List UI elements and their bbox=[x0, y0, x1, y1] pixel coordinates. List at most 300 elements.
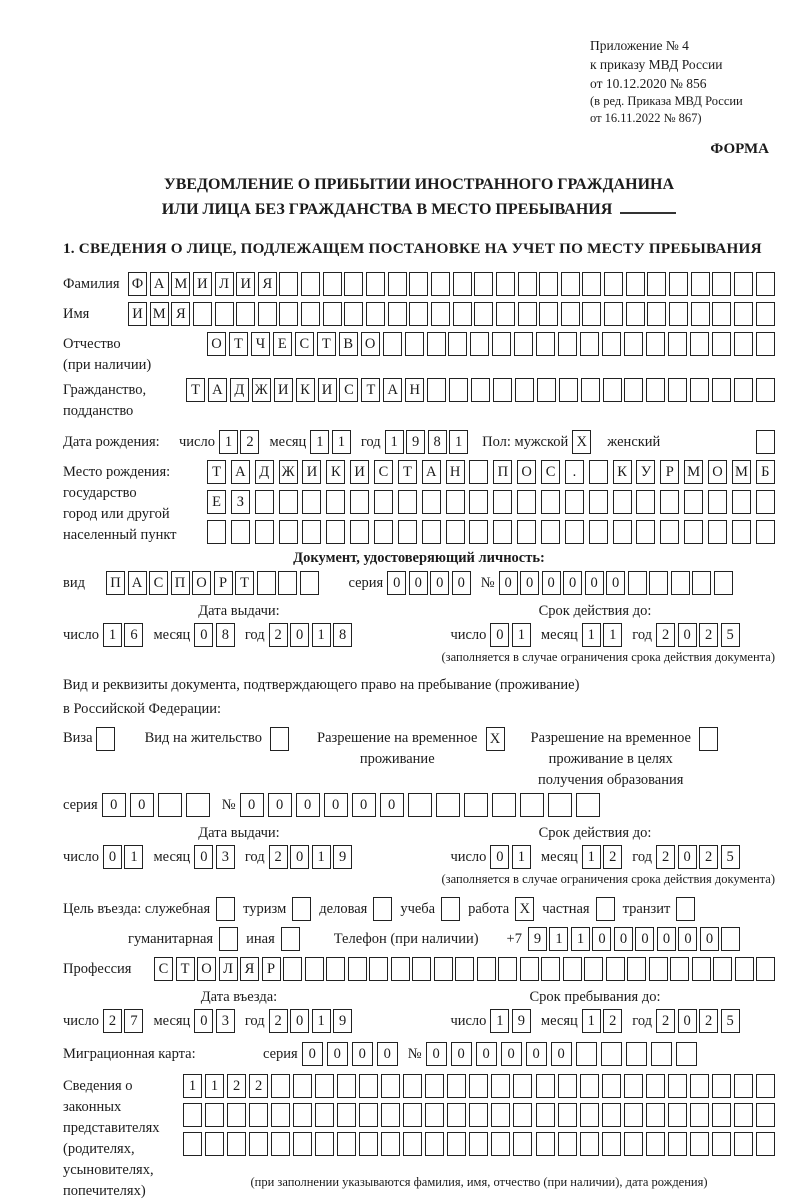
char-cell[interactable]: П bbox=[171, 571, 190, 595]
char-cell[interactable] bbox=[660, 520, 679, 544]
legal-reps-boxes-row1[interactable] bbox=[183, 1074, 775, 1098]
char-cell[interactable] bbox=[668, 1103, 687, 1127]
char-cell[interactable]: 0 bbox=[240, 793, 264, 817]
char-cell[interactable]: 2 bbox=[656, 845, 675, 869]
checkbox-cell[interactable]: Х bbox=[515, 897, 534, 921]
char-cell[interactable]: 0 bbox=[327, 1042, 348, 1066]
birthplace-boxes-row2[interactable] bbox=[207, 490, 775, 514]
char-cell[interactable] bbox=[249, 1132, 268, 1156]
char-cell[interactable] bbox=[580, 1132, 599, 1156]
char-cell[interactable] bbox=[305, 957, 324, 981]
char-cell[interactable]: 8 bbox=[333, 623, 352, 647]
char-cell[interactable] bbox=[732, 490, 751, 514]
char-cell[interactable]: Т bbox=[361, 378, 380, 402]
char-cell[interactable]: 1 bbox=[312, 623, 331, 647]
entry-month-boxes[interactable] bbox=[194, 1009, 235, 1033]
char-cell[interactable] bbox=[279, 272, 298, 296]
char-cell[interactable] bbox=[186, 793, 210, 817]
char-cell[interactable] bbox=[374, 520, 393, 544]
char-cell[interactable] bbox=[422, 490, 441, 514]
char-cell[interactable] bbox=[559, 378, 578, 402]
checkbox-cell[interactable] bbox=[596, 897, 615, 921]
char-cell[interactable]: Т bbox=[176, 957, 195, 981]
char-cell[interactable] bbox=[183, 1132, 202, 1156]
char-cell[interactable]: О bbox=[361, 332, 380, 356]
char-cell[interactable] bbox=[561, 302, 580, 326]
char-cell[interactable] bbox=[492, 332, 511, 356]
char-cell[interactable] bbox=[496, 272, 515, 296]
char-cell[interactable] bbox=[626, 1042, 647, 1066]
char-cell[interactable]: 1 bbox=[385, 430, 404, 454]
char-cell[interactable]: 0 bbox=[352, 1042, 373, 1066]
char-cell[interactable] bbox=[589, 460, 608, 484]
char-cell[interactable]: 0 bbox=[130, 793, 154, 817]
char-cell[interactable] bbox=[537, 378, 556, 402]
checkbox-cell[interactable] bbox=[373, 897, 392, 921]
char-cell[interactable] bbox=[647, 272, 666, 296]
entry-year-boxes[interactable] bbox=[269, 1009, 353, 1033]
char-cell[interactable]: 0 bbox=[296, 793, 320, 817]
checkbox-cell[interactable] bbox=[292, 897, 311, 921]
char-cell[interactable] bbox=[732, 520, 751, 544]
char-cell[interactable] bbox=[448, 332, 467, 356]
char-cell[interactable] bbox=[469, 520, 488, 544]
char-cell[interactable] bbox=[469, 460, 488, 484]
char-cell[interactable]: 0 bbox=[606, 571, 625, 595]
char-cell[interactable] bbox=[227, 1103, 246, 1127]
char-cell[interactable]: И bbox=[318, 378, 337, 402]
char-cell[interactable]: А bbox=[150, 272, 169, 296]
char-cell[interactable]: 8 bbox=[216, 623, 235, 647]
char-cell[interactable] bbox=[366, 272, 385, 296]
char-cell[interactable] bbox=[469, 1103, 488, 1127]
char-cell[interactable] bbox=[474, 302, 493, 326]
char-cell[interactable]: К bbox=[296, 378, 315, 402]
char-cell[interactable]: Р bbox=[214, 571, 233, 595]
char-cell[interactable]: 0 bbox=[592, 927, 611, 951]
char-cell[interactable] bbox=[293, 1132, 312, 1156]
char-cell[interactable]: В bbox=[339, 332, 358, 356]
char-cell[interactable]: А bbox=[422, 460, 441, 484]
char-cell[interactable]: 2 bbox=[603, 1009, 622, 1033]
char-cell[interactable]: 0 bbox=[490, 845, 509, 869]
char-cell[interactable]: 0 bbox=[324, 793, 348, 817]
char-cell[interactable] bbox=[323, 272, 342, 296]
char-cell[interactable]: 0 bbox=[520, 571, 539, 595]
char-cell[interactable] bbox=[582, 302, 601, 326]
char-cell[interactable] bbox=[548, 793, 572, 817]
char-cell[interactable]: 1 bbox=[310, 430, 329, 454]
char-cell[interactable] bbox=[449, 378, 468, 402]
char-cell[interactable] bbox=[518, 272, 537, 296]
char-cell[interactable] bbox=[236, 302, 255, 326]
char-cell[interactable] bbox=[721, 927, 740, 951]
char-cell[interactable]: 0 bbox=[490, 623, 509, 647]
char-cell[interactable]: 1 bbox=[582, 1009, 601, 1033]
char-cell[interactable] bbox=[712, 272, 731, 296]
char-cell[interactable]: 2 bbox=[269, 1009, 288, 1033]
char-cell[interactable] bbox=[323, 302, 342, 326]
char-cell[interactable]: 0 bbox=[563, 571, 582, 595]
char-cell[interactable] bbox=[279, 520, 298, 544]
char-cell[interactable] bbox=[301, 272, 320, 296]
char-cell[interactable] bbox=[337, 1103, 356, 1127]
char-cell[interactable] bbox=[756, 378, 775, 402]
char-cell[interactable] bbox=[302, 490, 321, 514]
char-cell[interactable] bbox=[712, 302, 731, 326]
char-cell[interactable] bbox=[602, 1074, 621, 1098]
char-cell[interactable] bbox=[604, 302, 623, 326]
char-cell[interactable] bbox=[455, 957, 474, 981]
char-cell[interactable] bbox=[734, 378, 753, 402]
char-cell[interactable] bbox=[668, 378, 687, 402]
char-cell[interactable] bbox=[558, 1103, 577, 1127]
char-cell[interactable]: Ж bbox=[279, 460, 298, 484]
sex-female-checkbox[interactable] bbox=[756, 430, 775, 454]
char-cell[interactable] bbox=[690, 1074, 709, 1098]
char-cell[interactable] bbox=[258, 302, 277, 326]
char-cell[interactable] bbox=[205, 1103, 224, 1127]
char-cell[interactable] bbox=[576, 1042, 597, 1066]
char-cell[interactable] bbox=[756, 332, 775, 356]
char-cell[interactable] bbox=[409, 272, 428, 296]
char-cell[interactable] bbox=[646, 1074, 665, 1098]
char-cell[interactable]: И bbox=[302, 460, 321, 484]
char-cell[interactable] bbox=[381, 1103, 400, 1127]
char-cell[interactable] bbox=[446, 490, 465, 514]
char-cell[interactable]: 2 bbox=[269, 845, 288, 869]
checkbox-cell[interactable] bbox=[676, 897, 695, 921]
char-cell[interactable] bbox=[350, 490, 369, 514]
char-cell[interactable] bbox=[405, 332, 424, 356]
char-cell[interactable] bbox=[756, 520, 775, 544]
birthplace-boxes-row1[interactable] bbox=[207, 460, 775, 484]
char-cell[interactable] bbox=[183, 1103, 202, 1127]
char-cell[interactable] bbox=[453, 272, 472, 296]
char-cell[interactable] bbox=[255, 490, 274, 514]
char-cell[interactable]: 0 bbox=[194, 845, 213, 869]
char-cell[interactable] bbox=[431, 272, 450, 296]
checkbox-cell[interactable] bbox=[216, 897, 235, 921]
char-cell[interactable] bbox=[477, 957, 496, 981]
char-cell[interactable] bbox=[359, 1074, 378, 1098]
char-cell[interactable] bbox=[422, 520, 441, 544]
char-cell[interactable]: 0 bbox=[700, 927, 719, 951]
char-cell[interactable]: 5 bbox=[721, 623, 740, 647]
char-cell[interactable] bbox=[646, 332, 665, 356]
char-cell[interactable]: Ж bbox=[252, 378, 271, 402]
char-cell[interactable] bbox=[491, 1132, 510, 1156]
char-cell[interactable]: 2 bbox=[699, 845, 718, 869]
citizenship-boxes[interactable] bbox=[186, 378, 775, 402]
char-cell[interactable] bbox=[735, 957, 754, 981]
char-cell[interactable]: 0 bbox=[678, 845, 697, 869]
purpose-humanitarian-checkbox[interactable] bbox=[219, 927, 238, 951]
char-cell[interactable] bbox=[601, 1042, 622, 1066]
char-cell[interactable] bbox=[249, 1103, 268, 1127]
char-cell[interactable] bbox=[624, 1103, 643, 1127]
char-cell[interactable] bbox=[734, 272, 753, 296]
id-valid-month-boxes[interactable] bbox=[582, 623, 623, 647]
char-cell[interactable] bbox=[493, 378, 512, 402]
char-cell[interactable] bbox=[668, 332, 687, 356]
char-cell[interactable] bbox=[589, 520, 608, 544]
char-cell[interactable] bbox=[518, 302, 537, 326]
char-cell[interactable]: 1 bbox=[512, 845, 531, 869]
char-cell[interactable] bbox=[712, 378, 731, 402]
legal-reps-boxes-row2[interactable] bbox=[183, 1103, 775, 1127]
char-cell[interactable] bbox=[520, 957, 539, 981]
char-cell[interactable]: 3 bbox=[216, 1009, 235, 1033]
char-cell[interactable]: Т bbox=[398, 460, 417, 484]
char-cell[interactable] bbox=[491, 1103, 510, 1127]
char-cell[interactable]: Я bbox=[240, 957, 259, 981]
char-cell[interactable] bbox=[558, 332, 577, 356]
char-cell[interactable] bbox=[257, 571, 276, 595]
char-cell[interactable]: К bbox=[326, 460, 345, 484]
checkbox-cell[interactable] bbox=[699, 727, 718, 751]
char-cell[interactable]: 0 bbox=[290, 1009, 309, 1033]
char-cell[interactable]: 0 bbox=[526, 1042, 547, 1066]
char-cell[interactable]: 0 bbox=[476, 1042, 497, 1066]
char-cell[interactable]: 2 bbox=[656, 1009, 675, 1033]
char-cell[interactable] bbox=[646, 378, 665, 402]
char-cell[interactable] bbox=[669, 272, 688, 296]
char-cell[interactable] bbox=[602, 332, 621, 356]
char-cell[interactable] bbox=[517, 490, 536, 514]
mig-number-boxes[interactable] bbox=[426, 1042, 697, 1066]
char-cell[interactable] bbox=[255, 520, 274, 544]
permit-series-boxes[interactable] bbox=[102, 793, 210, 817]
char-cell[interactable] bbox=[561, 272, 580, 296]
char-cell[interactable] bbox=[690, 378, 709, 402]
visa-checkbox[interactable] bbox=[96, 727, 115, 751]
char-cell[interactable] bbox=[539, 272, 558, 296]
char-cell[interactable] bbox=[403, 1103, 422, 1127]
char-cell[interactable] bbox=[580, 1074, 599, 1098]
temp-residence-checkbox[interactable] bbox=[486, 727, 505, 751]
given-name-boxes[interactable] bbox=[128, 302, 775, 326]
char-cell[interactable]: 0 bbox=[377, 1042, 398, 1066]
char-cell[interactable] bbox=[708, 520, 727, 544]
entry-day-boxes[interactable] bbox=[103, 1009, 144, 1033]
char-cell[interactable] bbox=[383, 332, 402, 356]
char-cell[interactable]: 2 bbox=[227, 1074, 246, 1098]
char-cell[interactable] bbox=[350, 520, 369, 544]
char-cell[interactable]: 1 bbox=[183, 1074, 202, 1098]
char-cell[interactable]: Ф bbox=[128, 272, 147, 296]
char-cell[interactable] bbox=[668, 1132, 687, 1156]
id-issue-year-boxes[interactable] bbox=[269, 623, 353, 647]
char-cell[interactable]: 2 bbox=[699, 1009, 718, 1033]
stay-day-boxes[interactable] bbox=[490, 1009, 531, 1033]
char-cell[interactable] bbox=[602, 1132, 621, 1156]
char-cell[interactable]: 3 bbox=[216, 845, 235, 869]
char-cell[interactable]: П bbox=[106, 571, 125, 595]
char-cell[interactable]: И bbox=[128, 302, 147, 326]
char-cell[interactable] bbox=[491, 1074, 510, 1098]
char-cell[interactable] bbox=[469, 490, 488, 514]
char-cell[interactable] bbox=[606, 957, 625, 981]
char-cell[interactable]: А bbox=[231, 460, 250, 484]
char-cell[interactable]: Р bbox=[660, 460, 679, 484]
char-cell[interactable] bbox=[193, 302, 212, 326]
char-cell[interactable] bbox=[514, 332, 533, 356]
char-cell[interactable]: 1 bbox=[490, 1009, 509, 1033]
char-cell[interactable]: 9 bbox=[528, 927, 547, 951]
char-cell[interactable] bbox=[293, 1103, 312, 1127]
char-cell[interactable] bbox=[398, 520, 417, 544]
checkbox-cell[interactable] bbox=[756, 430, 775, 454]
char-cell[interactable]: 2 bbox=[603, 845, 622, 869]
stay-month-boxes[interactable] bbox=[582, 1009, 623, 1033]
profession-boxes[interactable] bbox=[154, 957, 775, 981]
birth-year-boxes[interactable] bbox=[385, 430, 469, 454]
purpose-private-checkbox[interactable] bbox=[596, 897, 615, 921]
char-cell[interactable]: 0 bbox=[302, 1042, 323, 1066]
char-cell[interactable] bbox=[636, 520, 655, 544]
char-cell[interactable]: 0 bbox=[551, 1042, 572, 1066]
char-cell[interactable] bbox=[513, 1074, 532, 1098]
char-cell[interactable]: З bbox=[231, 490, 250, 514]
char-cell[interactable]: 0 bbox=[387, 571, 406, 595]
char-cell[interactable]: А bbox=[128, 571, 147, 595]
purpose-study-checkbox[interactable] bbox=[441, 897, 460, 921]
permit-valid-month-boxes[interactable] bbox=[582, 845, 623, 869]
char-cell[interactable] bbox=[425, 1103, 444, 1127]
char-cell[interactable]: Т bbox=[229, 332, 248, 356]
char-cell[interactable]: И bbox=[236, 272, 255, 296]
char-cell[interactable]: 0 bbox=[635, 927, 654, 951]
char-cell[interactable] bbox=[205, 1132, 224, 1156]
char-cell[interactable]: 1 bbox=[312, 1009, 331, 1033]
char-cell[interactable]: И bbox=[350, 460, 369, 484]
checkbox-cell[interactable] bbox=[281, 927, 300, 951]
char-cell[interactable]: 1 bbox=[512, 623, 531, 647]
char-cell[interactable] bbox=[447, 1132, 466, 1156]
doc-series-boxes[interactable] bbox=[387, 571, 471, 595]
char-cell[interactable]: 1 bbox=[332, 430, 351, 454]
char-cell[interactable]: 0 bbox=[678, 623, 697, 647]
char-cell[interactable]: 0 bbox=[268, 793, 292, 817]
char-cell[interactable] bbox=[713, 957, 732, 981]
char-cell[interactable] bbox=[624, 378, 643, 402]
char-cell[interactable]: 1 bbox=[549, 927, 568, 951]
char-cell[interactable] bbox=[671, 571, 690, 595]
char-cell[interactable]: Т bbox=[317, 332, 336, 356]
char-cell[interactable] bbox=[708, 490, 727, 514]
char-cell[interactable]: С bbox=[149, 571, 168, 595]
char-cell[interactable]: 1 bbox=[124, 845, 143, 869]
char-cell[interactable] bbox=[684, 520, 703, 544]
char-cell[interactable] bbox=[388, 302, 407, 326]
permit-valid-year-boxes[interactable] bbox=[656, 845, 740, 869]
purpose-business-checkbox[interactable] bbox=[373, 897, 392, 921]
char-cell[interactable]: Н bbox=[446, 460, 465, 484]
char-cell[interactable]: Р bbox=[262, 957, 281, 981]
char-cell[interactable]: 2 bbox=[249, 1074, 268, 1098]
char-cell[interactable] bbox=[669, 302, 688, 326]
char-cell[interactable]: 0 bbox=[290, 623, 309, 647]
char-cell[interactable] bbox=[434, 957, 453, 981]
char-cell[interactable] bbox=[513, 1132, 532, 1156]
checkbox-cell[interactable] bbox=[96, 727, 115, 751]
char-cell[interactable]: О bbox=[192, 571, 211, 595]
char-cell[interactable] bbox=[315, 1103, 334, 1127]
char-cell[interactable] bbox=[536, 1074, 555, 1098]
char-cell[interactable] bbox=[636, 490, 655, 514]
char-cell[interactable] bbox=[469, 1074, 488, 1098]
char-cell[interactable]: 2 bbox=[269, 623, 288, 647]
char-cell[interactable] bbox=[374, 490, 393, 514]
char-cell[interactable] bbox=[624, 332, 643, 356]
char-cell[interactable] bbox=[315, 1074, 334, 1098]
char-cell[interactable]: О bbox=[708, 460, 727, 484]
char-cell[interactable]: 0 bbox=[452, 571, 471, 595]
id-valid-day-boxes[interactable] bbox=[490, 623, 531, 647]
char-cell[interactable]: . bbox=[565, 460, 584, 484]
char-cell[interactable]: 2 bbox=[240, 430, 259, 454]
char-cell[interactable] bbox=[691, 302, 710, 326]
char-cell[interactable] bbox=[734, 1103, 753, 1127]
char-cell[interactable]: 5 bbox=[721, 1009, 740, 1033]
birth-month-boxes[interactable] bbox=[310, 430, 351, 454]
permit-issue-day-boxes[interactable] bbox=[103, 845, 144, 869]
checkbox-cell[interactable] bbox=[270, 727, 289, 751]
char-cell[interactable] bbox=[337, 1132, 356, 1156]
char-cell[interactable] bbox=[431, 302, 450, 326]
char-cell[interactable] bbox=[517, 520, 536, 544]
permit-issue-year-boxes[interactable] bbox=[269, 845, 353, 869]
char-cell[interactable] bbox=[446, 520, 465, 544]
char-cell[interactable] bbox=[613, 520, 632, 544]
char-cell[interactable] bbox=[398, 490, 417, 514]
char-cell[interactable] bbox=[513, 1103, 532, 1127]
char-cell[interactable] bbox=[624, 1132, 643, 1156]
permit-valid-day-boxes[interactable] bbox=[490, 845, 531, 869]
char-cell[interactable] bbox=[627, 957, 646, 981]
id-valid-year-boxes[interactable] bbox=[656, 623, 740, 647]
char-cell[interactable]: 7 bbox=[124, 1009, 143, 1033]
doc-type-boxes[interactable] bbox=[106, 571, 319, 595]
char-cell[interactable] bbox=[474, 272, 493, 296]
char-cell[interactable] bbox=[565, 490, 584, 514]
char-cell[interactable] bbox=[278, 571, 297, 595]
char-cell[interactable] bbox=[515, 378, 534, 402]
char-cell[interactable] bbox=[408, 793, 432, 817]
char-cell[interactable]: Е bbox=[207, 490, 226, 514]
char-cell[interactable] bbox=[756, 490, 775, 514]
char-cell[interactable] bbox=[734, 332, 753, 356]
char-cell[interactable]: Н bbox=[405, 378, 424, 402]
char-cell[interactable] bbox=[344, 272, 363, 296]
char-cell[interactable] bbox=[734, 1074, 753, 1098]
purpose-transit-checkbox[interactable] bbox=[676, 897, 695, 921]
char-cell[interactable] bbox=[647, 302, 666, 326]
char-cell[interactable] bbox=[436, 793, 460, 817]
char-cell[interactable] bbox=[369, 957, 388, 981]
char-cell[interactable]: 0 bbox=[614, 927, 633, 951]
surname-boxes[interactable] bbox=[128, 272, 775, 296]
char-cell[interactable]: Е bbox=[273, 332, 292, 356]
char-cell[interactable] bbox=[471, 378, 490, 402]
char-cell[interactable] bbox=[589, 490, 608, 514]
stay-year-boxes[interactable] bbox=[656, 1009, 740, 1033]
char-cell[interactable] bbox=[359, 1103, 378, 1127]
char-cell[interactable] bbox=[427, 332, 446, 356]
char-cell[interactable] bbox=[301, 302, 320, 326]
char-cell[interactable]: Д bbox=[230, 378, 249, 402]
